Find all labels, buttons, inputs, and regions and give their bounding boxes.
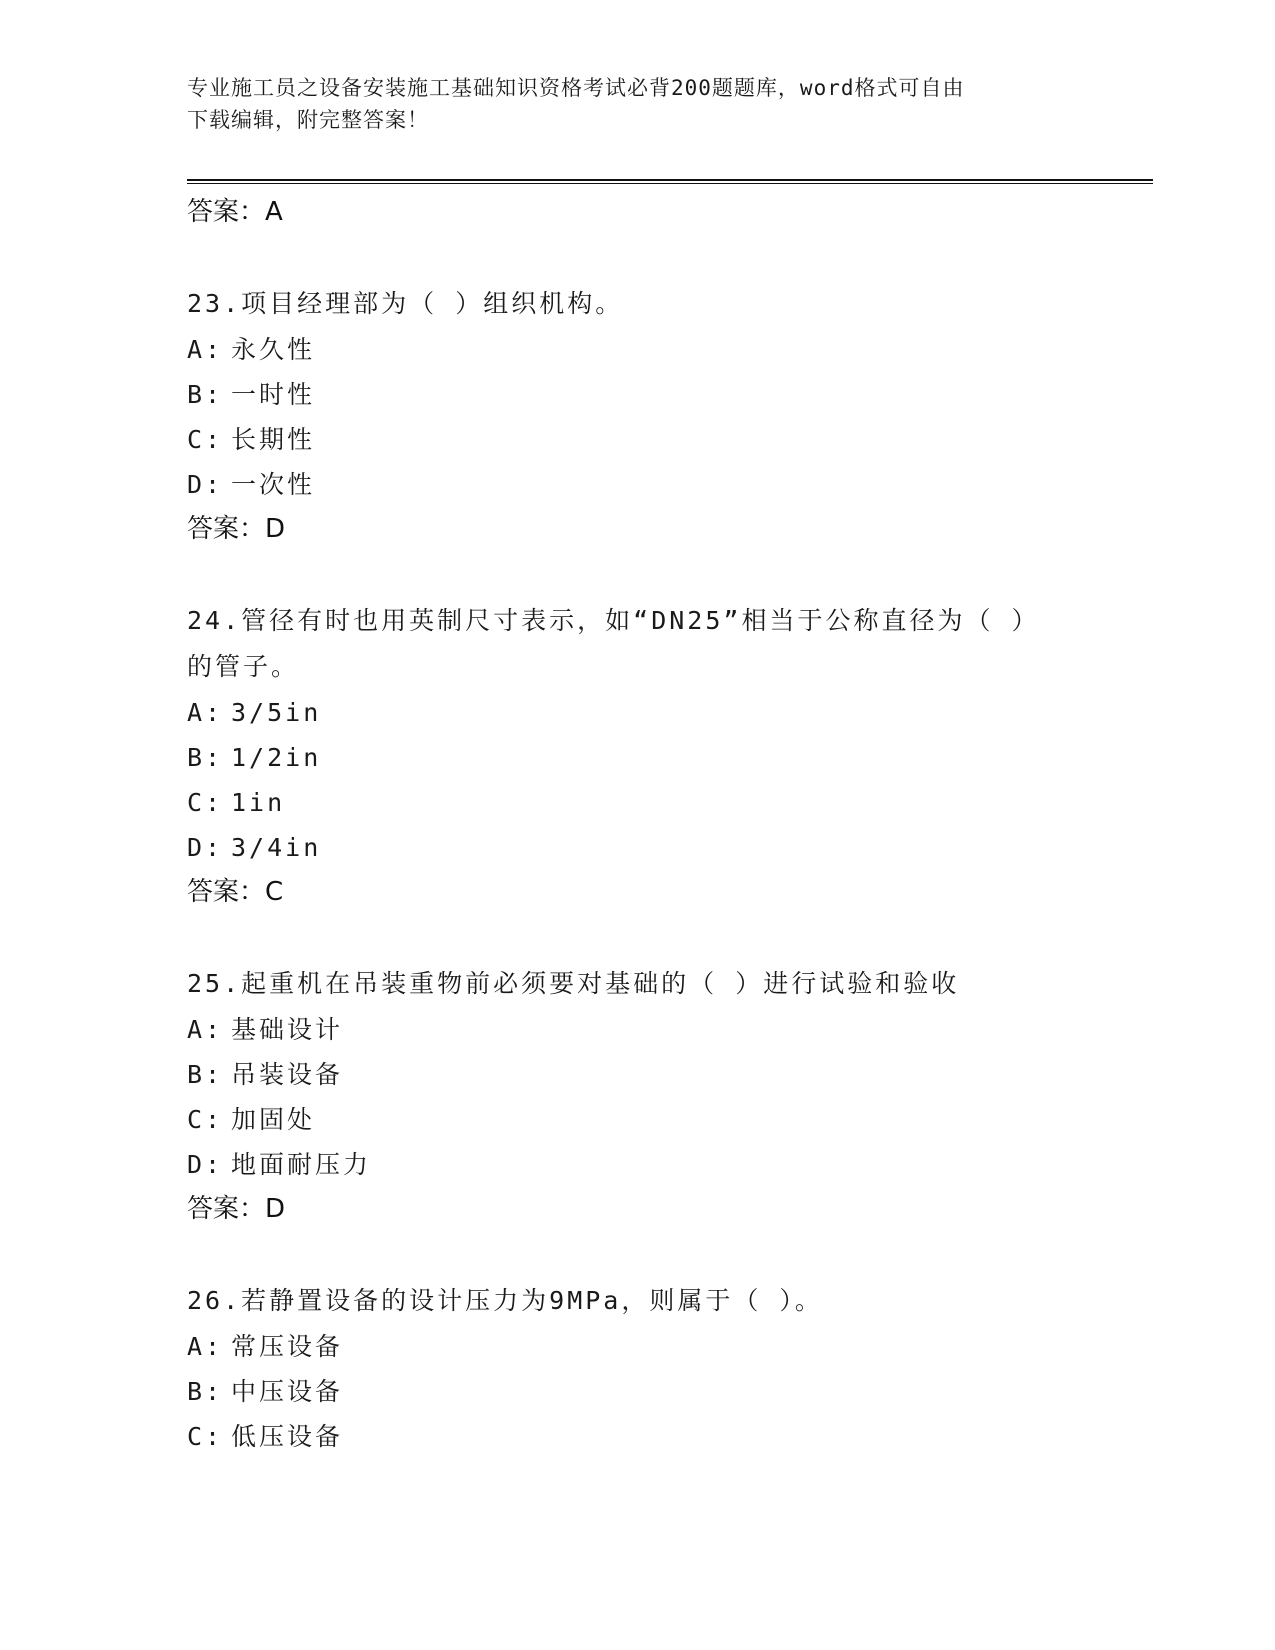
option-text: 常压设备 bbox=[231, 1332, 344, 1361]
option-text: 一时性 bbox=[231, 380, 316, 409]
option-key: B: bbox=[187, 1060, 224, 1089]
option-d bbox=[187, 825, 1107, 870]
answer-value: D bbox=[265, 1194, 286, 1224]
answer-line bbox=[187, 190, 1107, 235]
option-c bbox=[187, 417, 1107, 462]
answer-line bbox=[187, 870, 1107, 915]
option-key: B: bbox=[187, 743, 224, 772]
option-text: 1/2in bbox=[231, 743, 322, 772]
answer-label: 答案： bbox=[187, 514, 266, 544]
option-key: C: bbox=[187, 1422, 224, 1451]
option-text: 长期性 bbox=[231, 425, 316, 454]
answer-value: A bbox=[265, 197, 283, 227]
option-text: 1in bbox=[231, 788, 286, 817]
option-c bbox=[187, 1414, 1107, 1459]
option-key: C: bbox=[187, 788, 224, 817]
question-text: 25.起重机在吊装重物前必须要对基础的（ ）进行试验和验收 bbox=[187, 969, 960, 998]
spacer bbox=[187, 915, 1107, 961]
option-b bbox=[187, 372, 1107, 417]
option-text: 基础设计 bbox=[231, 1015, 344, 1044]
option-b bbox=[187, 1052, 1107, 1097]
option-key: A: bbox=[187, 1332, 224, 1361]
question-list bbox=[187, 190, 1107, 1459]
option-key: A: bbox=[187, 698, 224, 727]
spacer bbox=[187, 552, 1107, 598]
option-key: D: bbox=[187, 1150, 224, 1179]
option-key: B: bbox=[187, 1377, 224, 1406]
question-block bbox=[187, 281, 1107, 552]
option-text: 低压设备 bbox=[231, 1422, 344, 1451]
option-text: 吊装设备 bbox=[231, 1060, 344, 1089]
option-d bbox=[187, 1142, 1107, 1187]
option-text: 一次性 bbox=[231, 470, 316, 499]
header-line-1: 专业施工员之设备安装施工基础知识资格考试必背200题题库，word格式可自由 bbox=[187, 76, 965, 100]
question-text: 24.管径有时也用英制尺寸表示，如“DN25”相当于公称直径为（ ）的管子。 bbox=[187, 606, 1040, 681]
document-header bbox=[187, 72, 1087, 136]
header-divider bbox=[187, 179, 1153, 184]
option-key: C: bbox=[187, 1105, 224, 1134]
option-text: 永久性 bbox=[231, 335, 316, 364]
option-key: A: bbox=[187, 335, 224, 364]
question-text: 23.项目经理部为（ ）组织机构。 bbox=[187, 289, 624, 318]
answer-label: 答案： bbox=[187, 877, 266, 907]
option-text: 地面耐压力 bbox=[231, 1150, 372, 1179]
option-key: D: bbox=[187, 833, 224, 862]
option-text: 3/5in bbox=[231, 698, 322, 727]
option-b bbox=[187, 1369, 1107, 1414]
option-c bbox=[187, 780, 1107, 825]
question-block bbox=[187, 1278, 1107, 1459]
answer-line bbox=[187, 507, 1107, 552]
option-text: 中压设备 bbox=[231, 1377, 344, 1406]
option-text: 3/4in bbox=[231, 833, 322, 862]
option-a bbox=[187, 327, 1107, 372]
answer-value: D bbox=[265, 514, 286, 544]
option-d bbox=[187, 462, 1107, 507]
question-text: 26.若静置设备的设计压力为9MPa，则属于（ ）。 bbox=[187, 1286, 823, 1315]
answer-label: 答案： bbox=[187, 197, 266, 227]
answer-label: 答案： bbox=[187, 1194, 266, 1224]
question-block bbox=[187, 598, 1107, 915]
spacer bbox=[187, 1232, 1107, 1278]
option-key: A: bbox=[187, 1015, 224, 1044]
option-a bbox=[187, 690, 1107, 735]
option-text: 加固处 bbox=[231, 1105, 316, 1134]
option-c bbox=[187, 1097, 1107, 1142]
answer-value: C bbox=[265, 877, 284, 907]
option-key: B: bbox=[187, 380, 224, 409]
question-block bbox=[187, 961, 1107, 1232]
spacer bbox=[187, 235, 1107, 281]
option-a bbox=[187, 1007, 1107, 1052]
option-a bbox=[187, 1324, 1107, 1369]
option-key: C: bbox=[187, 425, 224, 454]
answer-line bbox=[187, 1187, 1107, 1232]
header-line-2: 下载编辑，附完整答案！ bbox=[187, 108, 429, 132]
option-key: D: bbox=[187, 470, 224, 499]
option-b bbox=[187, 735, 1107, 780]
